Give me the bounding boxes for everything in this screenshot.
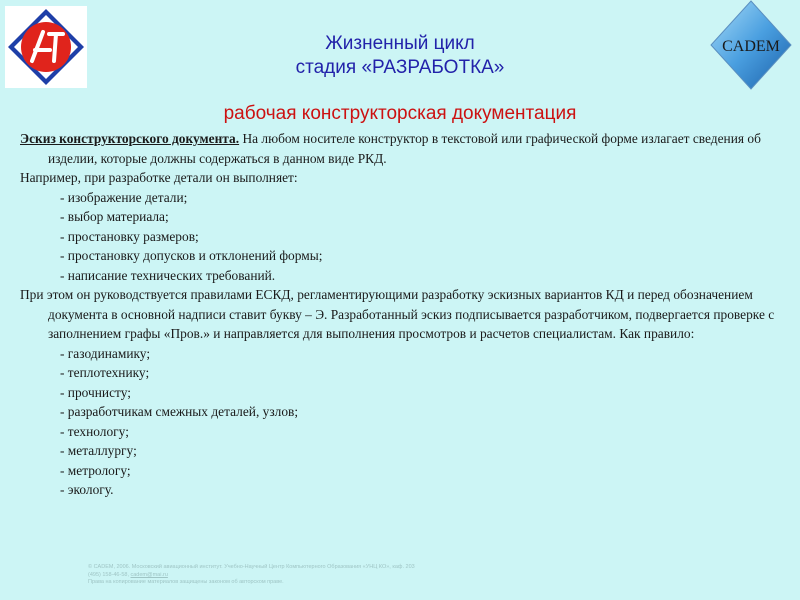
footer-line-3: Права на копирование материалов защищены законом об авторском праве. (88, 579, 284, 585)
specialists-list (20, 344, 782, 500)
tasks-list (20, 188, 782, 286)
footer-line-2 (88, 572, 628, 580)
list-item: - простановку допусков и отклонений формы; (60, 248, 323, 263)
footer-email-link[interactable]: cadem@mai.ru (130, 571, 168, 578)
slide-subtitle: рабочая конструкторская документация (223, 103, 577, 124)
list-item: - металлургу; (60, 443, 137, 458)
title-line-1: Жизненный цикл (325, 33, 475, 54)
list-item: - технологу; (60, 423, 129, 439)
rules-paragraph: При этом он руководствуется правилами ЕСКД, регламентирующими разработку эскизных вариантов КД и перед обозначением документа в основной надписи ставит букву – Э. Разработанный эскиз подписывается разработчиком, подвергается проверке с заполнением графы «Пров.» и направляется для выполнения просмотров и расчетов специалистам. Как правило: (20, 287, 775, 341)
list-item: - прочнисту; (60, 384, 131, 400)
list-item: - теплотехнику; (60, 365, 150, 380)
slide-body (20, 129, 782, 500)
title-line-2: стадия «РАЗРАБОТКА» (295, 57, 505, 78)
footer-phone: (495) 158-46-58, (88, 571, 131, 578)
definition-paragraph (20, 129, 782, 168)
list-item: - простановку размеров; (60, 228, 199, 244)
list-item: - выбор материала; (60, 209, 169, 224)
list-item: - экологу. (60, 482, 114, 497)
tasks-intro: Например, при разработке детали он выполняет: (20, 170, 298, 185)
list-item: - метрологу; (60, 462, 131, 478)
footer-line-1: © CADEM, 2006. Московский авиационный институт. Учебно-Научный Центр Компьютерного Образования «УНЦ КО», каф. 203 (88, 564, 415, 570)
university-logo (5, 6, 87, 88)
cadem-logo-text: CADEM (722, 38, 780, 55)
list-item: - изображение детали; (60, 189, 188, 205)
list-item: - газодинамику; (60, 345, 151, 361)
definition-term: Эскиз конструкторского документа. (20, 131, 240, 146)
slide-title (200, 32, 600, 80)
emblem-icon (5, 6, 87, 88)
definition-text: На любом носителе конструктор в текстовой или графической форме излагает сведения об изделии, которые должны содержаться в данном виде РКД. (48, 131, 761, 166)
list-item: - написание технических требований. (60, 267, 276, 283)
cadem-logo (710, 0, 792, 90)
list-item: - разработчикам смежных деталей, узлов; (60, 404, 299, 419)
copyright-footer (88, 564, 628, 587)
